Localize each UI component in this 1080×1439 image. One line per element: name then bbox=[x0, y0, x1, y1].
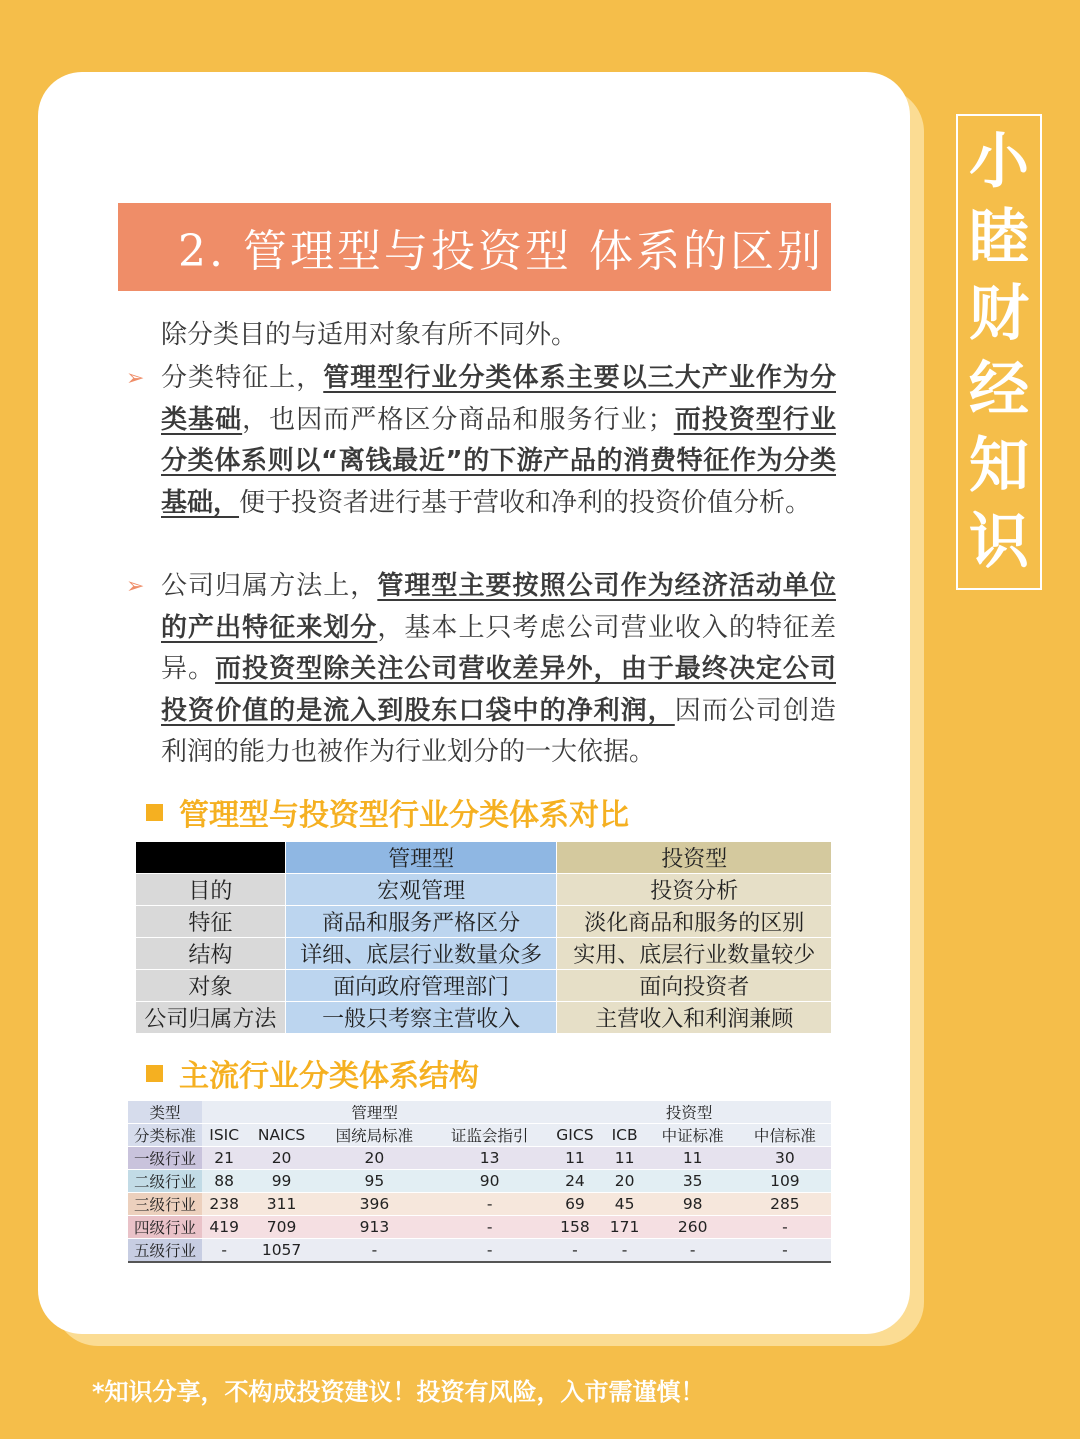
table-cell: - bbox=[603, 1239, 647, 1263]
table-row-label: 一级行业 bbox=[128, 1147, 202, 1170]
table-cell: - bbox=[317, 1239, 432, 1263]
table-cell: 结构 bbox=[136, 938, 286, 970]
table-cell: 特征 bbox=[136, 906, 286, 938]
bullet-text: 分类特征上， bbox=[161, 363, 324, 393]
table-header-cell: 证监会指引 bbox=[432, 1124, 547, 1147]
bullet-text: 公司归属方法上， bbox=[161, 571, 378, 601]
table-cell: - bbox=[647, 1239, 739, 1263]
bullet-emphasis: 而投资型行业分类体系则以“离钱最近”的下游产品的消费特征作为分类基础， bbox=[161, 404, 836, 518]
bullet-emphasis: 而投资型除关注公司营收差异外，由于最终决定公司投资价值的是流入到股东口袋中的净利润， bbox=[161, 654, 836, 726]
side-title-char: 知 bbox=[969, 431, 1029, 501]
table-cell: 主营收入和利润兼顾 bbox=[557, 1002, 832, 1034]
table-cell: 158 bbox=[547, 1216, 602, 1239]
table-cell: 20 bbox=[246, 1147, 317, 1170]
table-cell: 285 bbox=[739, 1193, 831, 1216]
bullet-text: ，基本上只考虑公司营业收入的特征差异。 bbox=[161, 612, 836, 684]
table-cell: - bbox=[739, 1239, 831, 1263]
table-cell: 11 bbox=[647, 1147, 739, 1170]
table-header-cell: NAICS bbox=[246, 1124, 317, 1147]
table-group-header: 投资型 bbox=[547, 1101, 831, 1124]
table-cell: 99 bbox=[246, 1170, 317, 1193]
table-header-cell: 类型 bbox=[128, 1101, 202, 1124]
table-cell: 98 bbox=[647, 1193, 739, 1216]
table-row bbox=[136, 906, 832, 938]
table-cell: 目的 bbox=[136, 874, 286, 906]
table-cell: 35 bbox=[647, 1170, 739, 1193]
square-bullet-icon bbox=[146, 804, 163, 821]
table-row-label: 二级行业 bbox=[128, 1170, 202, 1193]
table-row-label: 四级行业 bbox=[128, 1216, 202, 1239]
side-title-char: 睦 bbox=[969, 203, 1029, 273]
table-cell: 详细、底层行业数量众多 bbox=[285, 938, 557, 970]
table-header-cell: 投资型 bbox=[557, 842, 832, 874]
table-cell: 95 bbox=[317, 1170, 432, 1193]
table-cell: 238 bbox=[202, 1193, 246, 1216]
disclaimer: *知识分享，不构成投资建议！投资有风险，入市需谨慎！ bbox=[92, 1378, 705, 1406]
side-title-char: 小 bbox=[969, 127, 1029, 197]
table-cell: 商品和服务严格区分 bbox=[285, 906, 557, 938]
bullet-emphasis: 管理型主要按照公司作为经济活动单位的产出特征来划分 bbox=[161, 571, 836, 643]
table-row-label: 五级行业 bbox=[128, 1239, 202, 1263]
bullet-paragraph bbox=[161, 566, 836, 774]
table-header-cell: 分类标准 bbox=[128, 1124, 202, 1147]
intro-text: 除分类目的与适用对象有所不同外。 bbox=[161, 320, 578, 350]
table-cell: - bbox=[739, 1216, 831, 1239]
bullet-text: ，也因而严格区分商品和服务行业； bbox=[242, 404, 674, 435]
table-cell: 171 bbox=[603, 1216, 647, 1239]
table-header-cell: GICS bbox=[547, 1124, 602, 1147]
table-cell: 实用、底层行业数量较少 bbox=[557, 938, 832, 970]
table-cell: 11 bbox=[603, 1147, 647, 1170]
table-cell: - bbox=[432, 1193, 547, 1216]
table-cell: 69 bbox=[547, 1193, 602, 1216]
table-cell: 面向投资者 bbox=[557, 970, 832, 1002]
table-group-row bbox=[128, 1101, 831, 1124]
table-cell: 260 bbox=[647, 1216, 739, 1239]
table-cell: 913 bbox=[317, 1216, 432, 1239]
section-heading bbox=[146, 1051, 479, 1095]
table-cell: 20 bbox=[317, 1147, 432, 1170]
table-header-cell: ISIC bbox=[202, 1124, 246, 1147]
table-cell: 24 bbox=[547, 1170, 602, 1193]
section-banner bbox=[118, 203, 831, 291]
table-cell: - bbox=[432, 1216, 547, 1239]
table-cell: 88 bbox=[202, 1170, 246, 1193]
side-title bbox=[956, 114, 1042, 590]
table-header-row bbox=[128, 1124, 831, 1147]
table-cell: 1057 bbox=[246, 1239, 317, 1263]
bullet-paragraph bbox=[161, 358, 836, 524]
square-bullet-icon bbox=[146, 1065, 163, 1082]
table-cell: 面向政府管理部门 bbox=[285, 970, 557, 1002]
table-cell: - bbox=[547, 1239, 602, 1263]
table-cell: 一般只考察主营收入 bbox=[285, 1002, 557, 1034]
section-heading bbox=[146, 790, 629, 834]
banner-title: 2. 管理型与投资型 体系的区别 bbox=[178, 226, 824, 277]
table-cell: 公司归属方法 bbox=[136, 1002, 286, 1034]
table-cell: 11 bbox=[547, 1147, 602, 1170]
table-cell: 109 bbox=[739, 1170, 831, 1193]
table-cell: 311 bbox=[246, 1193, 317, 1216]
table-cell: 13 bbox=[432, 1147, 547, 1170]
table-cell: 90 bbox=[432, 1170, 547, 1193]
table-header-cell bbox=[136, 842, 286, 874]
table-header-cell: 国统局标准 bbox=[317, 1124, 432, 1147]
table-header-cell: 中证标准 bbox=[647, 1124, 739, 1147]
bullet-text: 便于投资者进行基于营收和净利的投资价值分析。 bbox=[239, 487, 812, 518]
table-row bbox=[136, 1002, 832, 1034]
table-cell: 投资分析 bbox=[557, 874, 832, 906]
table-cell: 淡化商品和服务的区别 bbox=[557, 906, 832, 938]
bullet-emphasis: 管理型行业分类体系主要以三大产业作为分类基础 bbox=[161, 363, 836, 435]
table-row bbox=[128, 1147, 831, 1170]
table-cell: 21 bbox=[202, 1147, 246, 1170]
table-row-label: 三级行业 bbox=[128, 1193, 202, 1216]
bullet-text: 因而公司创造利润的能力也被作为行业划分的一大依据。 bbox=[161, 695, 836, 767]
table-cell: 20 bbox=[603, 1170, 647, 1193]
side-title-char: 识 bbox=[969, 507, 1029, 577]
table-header-row bbox=[136, 842, 832, 874]
side-title-char: 经 bbox=[969, 355, 1029, 425]
table-row bbox=[136, 874, 832, 906]
section-title: 管理型与投资型行业分类体系对比 bbox=[179, 798, 629, 833]
table-row bbox=[128, 1239, 831, 1263]
table-cell: 709 bbox=[246, 1216, 317, 1239]
table-cell: - bbox=[432, 1239, 547, 1263]
table-header-cell: 中信标准 bbox=[739, 1124, 831, 1147]
table-group-header: 管理型 bbox=[202, 1101, 547, 1124]
table-cell: 宏观管理 bbox=[285, 874, 557, 906]
structure-table bbox=[128, 1101, 831, 1263]
arrow-icon: ➢ bbox=[126, 574, 145, 599]
arrow-icon: ➢ bbox=[126, 366, 145, 391]
table-cell: 45 bbox=[603, 1193, 647, 1216]
table-header-cell: ICB bbox=[603, 1124, 647, 1147]
comparison-table bbox=[135, 841, 832, 1034]
table-cell: - bbox=[202, 1239, 246, 1263]
table-header-cell: 管理型 bbox=[285, 842, 557, 874]
table-row bbox=[128, 1170, 831, 1193]
table-row bbox=[128, 1193, 831, 1216]
table-row bbox=[136, 970, 832, 1002]
table-cell: 对象 bbox=[136, 970, 286, 1002]
table-cell: 30 bbox=[739, 1147, 831, 1170]
table-row bbox=[136, 938, 832, 970]
section-title: 主流行业分类体系结构 bbox=[179, 1059, 479, 1094]
side-title-char: 财 bbox=[969, 279, 1029, 349]
table-row bbox=[128, 1216, 831, 1239]
table-cell: 396 bbox=[317, 1193, 432, 1216]
table-cell: 419 bbox=[202, 1216, 246, 1239]
